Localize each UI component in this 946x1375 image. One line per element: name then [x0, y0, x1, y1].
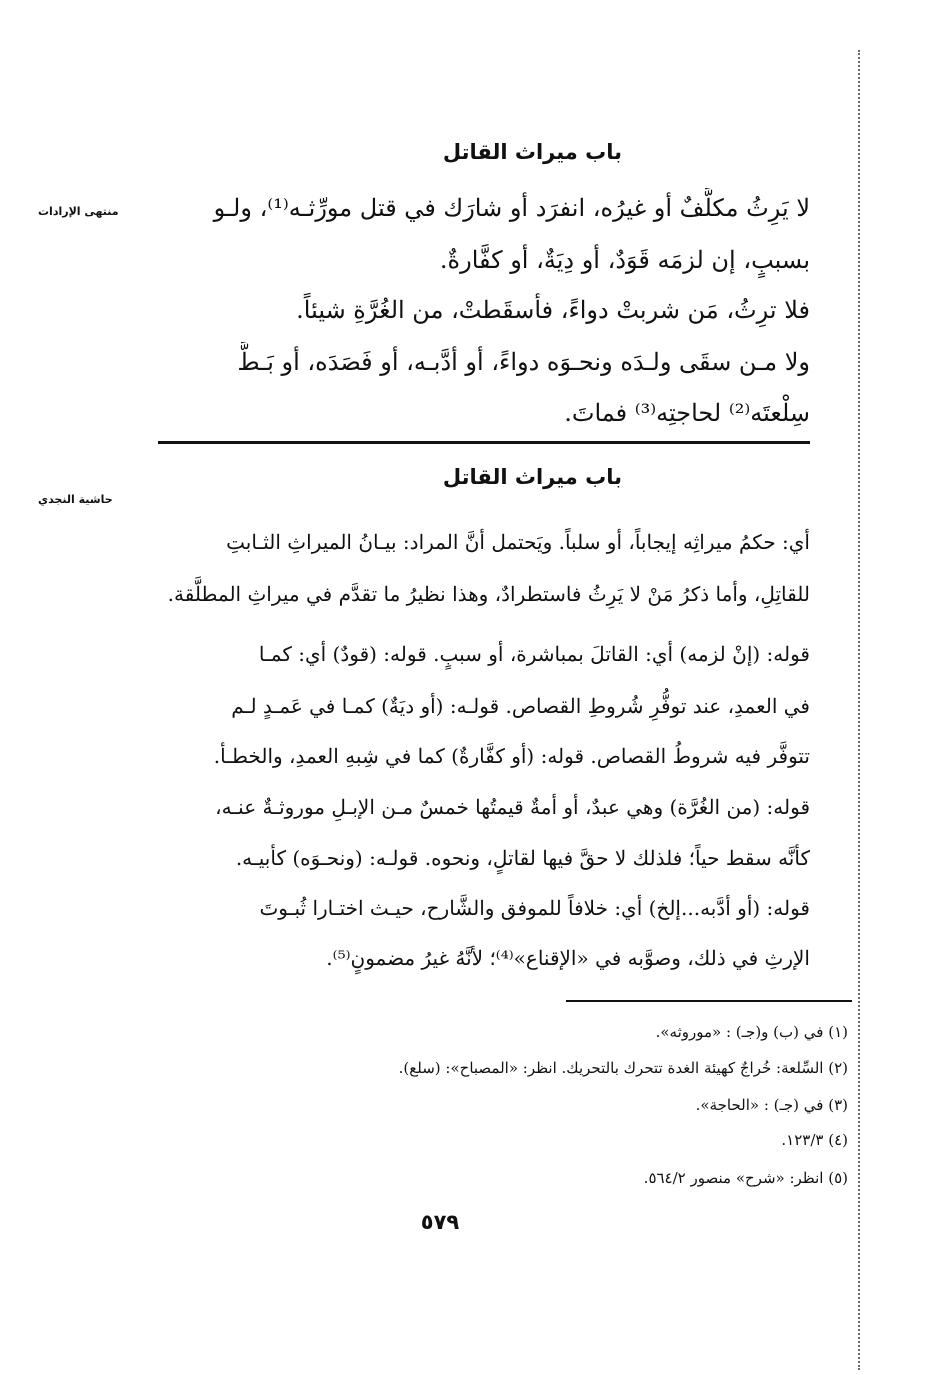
hashiya-source-label: حاشية النجدي [38, 493, 113, 506]
hashiya-line: كأنَّه سقط حياً؛ فلذلك لا حقَّ فيها لقاتلٍ، ونحوه. قولـه: (ونحـوَه) كأبيـه. [235, 846, 810, 870]
hashiya-line: تتوفَّر فيه شروطُ القصاص. قوله: (أو كفَّارةٌ) كما في شِبهِ العمدِ، والخطـأ. [213, 744, 810, 768]
footnote-divider [566, 1000, 852, 1002]
hashiya-line: قوله: (أو أدَّبه...إلخ) أي: خلافاً للموفق والشَّارح، حيـث اختـارا ثُبـوتَ [259, 896, 810, 920]
matn-title: باب ميراث القاتل [442, 140, 622, 164]
matn-line: لا يَرِثُ مكلَّفٌ أو غيرُه، انفرَد أو شارَك في قتل مورِّثـه⁽¹⁾، ولـو [213, 194, 810, 222]
hashiya-line: للقاتِلِ، وأما ذكرُ مَنْ لا يَرِثُ فاستطرادٌ، وهذا نظيرُ ما تقدَّم في ميراثِ المطلَّقة. [167, 582, 810, 606]
hashiya-title: باب ميراث القاتل [442, 465, 622, 489]
footnote: (٢) السِّلعة: خُراجٌ كهيئة الغدة تتحرك بالتحريك. انظر: «المصباح»: (سلع). [398, 1059, 848, 1077]
footnote: (٤) ١٢٣/٣. [781, 1131, 848, 1149]
section-divider [158, 441, 810, 444]
hashiya-line: أي: حكمُ ميراثِه إيجاباً، أو سلباً. ويَحتمل أنَّ المراد: بيـانُ الميراثِ الثـابتِ [226, 530, 810, 554]
hashiya-line: قوله: (من الغُرَّة) وهي عبدٌ، أو أمةٌ قيمتُها خمسٌ مـن الإبـلِ موروثـةٌ عنـه، [215, 795, 810, 819]
page-number: ٥٧٩ [420, 1210, 460, 1234]
hashiya-line: قوله: (إنْ لزمه) أي: القاتلَ بمباشرة، أو سببٍ. قوله: (قودٌ) أي: كمـا [258, 642, 810, 666]
footnote: (٣) في (جـ) : «الحاجة». [695, 1096, 848, 1114]
matn-line: ولا مـن سقَى ولـدَه ونحـوَه دواءً، أو أدَّبـه، أو فَصَدَه، أو بَـطَّ [237, 348, 810, 376]
margin-dotted-rule [858, 50, 860, 1370]
footnote: (١) في (ب) و(جـ) : «موروثه». [655, 1023, 848, 1041]
matn-line: سِلْعتَه⁽²⁾ لحاجتِه⁽³⁾ فماتَ. [564, 399, 810, 427]
footnote: (٥) انظر: «شرح» منصور ٥٦٤/٢. [643, 1169, 848, 1187]
matn-source-label: منتهى الإرادات [38, 205, 119, 218]
matn-line: بسببٍ، إن لزمَه قَوَدٌ، أو دِيَةٌ، أو كفَّارةٌ. [439, 246, 810, 274]
hashiya-line: الإرثِ في ذلك، وصوَّبه في «الإقناع»⁽⁴⁾؛ لأنَّهُ غيرُ مضمونٍ⁽⁵⁾. [326, 946, 810, 970]
hashiya-line: في العمدِ، عند توفُّرِ شُروطِ القصاص. قولـه: (أو ديَةٌ) كمـا في عَمـدٍ لـم [231, 694, 810, 718]
matn-line: فلا ترِثُ، مَن شربتْ دواءً، فأسقَطتْ، من الغُرَّةِ شيئاً. [296, 296, 810, 324]
